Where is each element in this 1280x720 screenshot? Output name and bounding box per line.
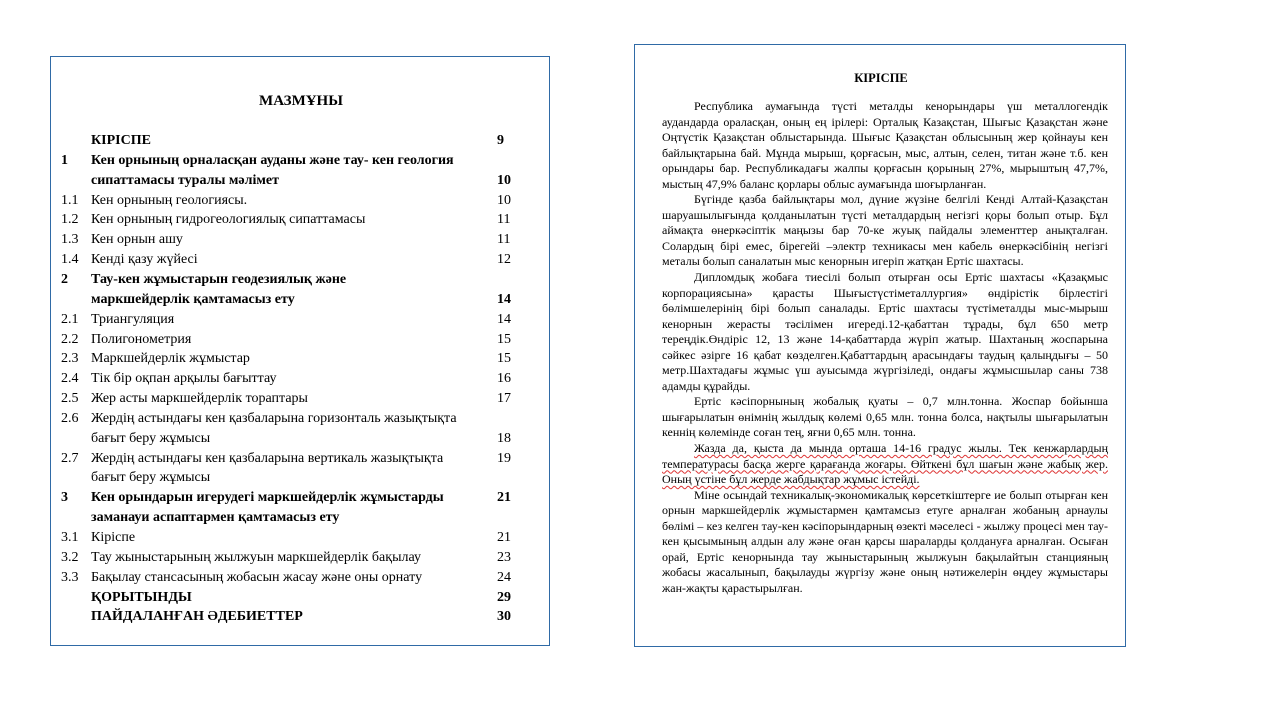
toc-page-number: 9 [497,133,504,148]
intro-paragraph: Республика аумағында түсті металды кенорындары үш металлогендік аудандарда оралаcқан, оның ең ірілері: Орталық Казақстан, Шығыс Қазақстан және Оңтүстік Қазақстан облыстарында. Шығыс Қазақстан облысының жер қойнауы кен байлықтарына бай. Мұнда мырыш, қорғасын, мыс, алтын, селен, титан және т.б. кен орындары бар. Республикадағы жалпы қорғасын қорының 27%, мырыштың 47,7%, мыстың 47,9% баланс қорлары облыс аумағында шоғырланған. [662,99,1108,191]
intro-body [662,99,1108,597]
toc-entry-text: ҚОРЫТЫНДЫ [91,589,192,605]
toc-number: 1.2 [61,212,79,228]
toc-page-number: 17 [497,391,511,407]
toc-entry-text: Тау-кен жұмыстарын геодезиялық және [91,271,347,287]
toc-number: 1.4 [61,252,79,268]
toc-page-number: 16 [497,371,511,387]
intro-paragraph: Міне осындай техникалық-экономикалық көрсеткіштерге ие болып отырған кен орнын маркшейдерлік жұмыстармен қамтамсыз етуге арналған жобаның арнаулы бөлімі – кез келген тау-кен кәсіпорындарның өзекті мәселесі - жылжу процесі мен тау-кен қысымының алдын алу және оған қарсы шараларды қолдануға арналған. Осыған орай, Ертіс кенорнында тау жыныстарының жылжуын бақылайтын станцияның жобасы жасалынып, бақылауды жүргізу және оның нәтижелерін өңдеу жұмыстары жан-жақты қарастырылған. [662,487,1108,595]
toc-entry-text: маркшейдерлік қамтамасыз ету [91,291,295,307]
toc-page-number: 10 [497,172,511,188]
toc-entry-text: Жердің астындағы кен қазбаларына горизонталь жазықтықта [91,410,457,426]
toc-entry-text: Кен орнының орналасқан ауданы және тау- кен геология [91,152,454,168]
toc-number: 2.7 [61,450,79,466]
toc-page-number: 11 [497,232,511,248]
toc-number: 2.6 [61,410,79,426]
toc-number: 1.3 [61,232,79,248]
intro-title: КІРІСПЕ [854,71,908,85]
toc-number: 3.1 [61,530,79,545]
toc-page-number: 21 [497,490,511,506]
toc-page-number: 15 [497,351,511,367]
intro-paragraph: Дипломдық жобаға тиесілі болып отырған осы Ертіс шахтасы «Қазақмыс корпорациясына» қарасты Шығыстүстіметаллургия» өндірістік бірлестігі бөлімшелерінің бірі болып саналады. Ертіс шахтасы түстіметалды мыс-мырыш кенорнын жерасты тәсілімен игереді.12-қабаттан тұрады, бұл 650 метр тереңдік.Өндіріс 12, 13 және 14-қабаттарда жүріп жатыр. Шахтаның жоспарына сәйкес әзірге 16 қабат көзделген.Қабаттардың арасындағы таудың қалыңдығы – 50 метр.Шахтадағы жұмыс үш ауысымда жүргізіледі, ондағы жұмысшылар саны 738 адамды құрайды. [662,270,1108,393]
toc-entry-text: Кен орнын ашу [91,232,183,248]
toc-entry-text: Кен орындарын игерудегі маркшейдерлік жұмыстарды [91,490,444,506]
toc-entry-text: заманауи аспаптармен қамтамасыз ету [91,510,340,526]
toc-entry-text: Бақылау стансасының жобасын жасау және оны орнату [91,569,423,585]
toc-entry-text: Маркшейдерлік жұмыстар [91,351,250,367]
toc-entry-text: КІРІСПЕ [91,133,151,148]
toc-page-number: 12 [497,252,511,268]
toc-page-number: 29 [497,589,511,605]
toc-entry-text: Полигонометрия [91,331,192,347]
toc-entry-text: Тік бір оқпан арқылы бағыттау [91,371,277,387]
toc-entry-text: бағыт беру жұмысы [91,430,211,446]
toc-entry-text: Жер асты маркшейдерлік тораптары [91,391,308,407]
toc-number: 3.2 [61,549,79,565]
toc-page-number: 23 [497,549,511,565]
toc-number: 2.4 [61,371,79,387]
intro-paragraph: Бүгінде қазба байлықтары мол, дүние жүзіне белгілі Кенді Алтай-Қазақстан шаруашылығында қолданылатын түсті металдардың негізгі қоры болып отыр. Бұл аймақта өнеркәсіптік маңызы бар 70-ке жуық пайдалы элементтер анықталған. Солардың бірі емес, бірегейі –электр техникасы мен кабель өнеркәсібінің негізгі металы болып саналатын мыс кенорнын игеріп жатқан Ертіс шахтасы. [662,192,1108,269]
toc-page-number: 14 [497,311,511,327]
toc-page-number: 15 [497,331,511,347]
toc-page-number: 21 [497,530,511,545]
toc-page-number: 18 [497,430,511,446]
toc-entry-text: Кен орнының гидрогеологиялық сипаттамасы [91,212,366,228]
table-of-contents-page [50,56,550,646]
introduction-page [634,44,1126,647]
toc-number: 2.3 [61,351,79,367]
toc-number: 1 [61,152,68,168]
toc-number: 2.2 [61,331,79,347]
toc-entry-text: сипаттамасы туралы мәлімет [91,172,280,188]
toc-page-number: 10 [497,192,511,208]
toc-entry-text: Триангуляция [91,311,175,327]
intro-paragraph-spellcheck: Жазда да, қыста да мында орташа 14-16 градус жылы. Тек кенжарлардың температурасы басқа жерге қарағанда жоғары. Өйткені бұл шағын және жабық жер. Оның үстіне бұл жерде жабдықтар жұмыс істейді. [662,441,1108,487]
toc-number: 2.5 [61,391,79,407]
toc-entry-text: Кенді қазу жүйесі [91,252,198,268]
toc-number: 1.1 [61,192,79,208]
toc-entry-text: ПАЙДАЛАНҒАН ӘДЕБИЕТТЕР [91,609,303,625]
toc-entry-text: Жердің астындағы кен қазбаларына вертикаль жазықтықта [91,450,444,466]
intro-paragraph: Ертіс кәсіпорнының жобалық қуаты – 0,7 млн.тонна. Жоспар бойынша шығарылатын өнімнің жылдық көлемі 0,65 млн. тонна болса, нақтылы шығарылатын кеннің көлемінде соған тең, яғни 0,65 млн. тонна. [662,394,1108,440]
toc-entry-text: Кен орнының геологиясы. [91,192,248,208]
toc-page-number: 14 [497,291,511,307]
toc-number: 3.3 [61,569,79,585]
toc-entry-text: Тау жыныстарының жылжуын маркшейдерлік бақылау [91,549,421,565]
toc-number: 3 [61,490,68,506]
toc-page-number: 30 [497,609,511,625]
toc-title: МАЗМҰНЫ [259,93,343,109]
toc-page-number: 24 [497,569,511,585]
toc-page-number: 11 [497,212,511,228]
toc-number: 2.1 [61,311,79,327]
toc-page-number: 19 [497,450,511,466]
toc-number: 2 [61,271,68,287]
toc-entry-text: бағыт беру жұмысы [91,470,211,486]
toc-entry-text: Кіріспе [91,530,136,545]
